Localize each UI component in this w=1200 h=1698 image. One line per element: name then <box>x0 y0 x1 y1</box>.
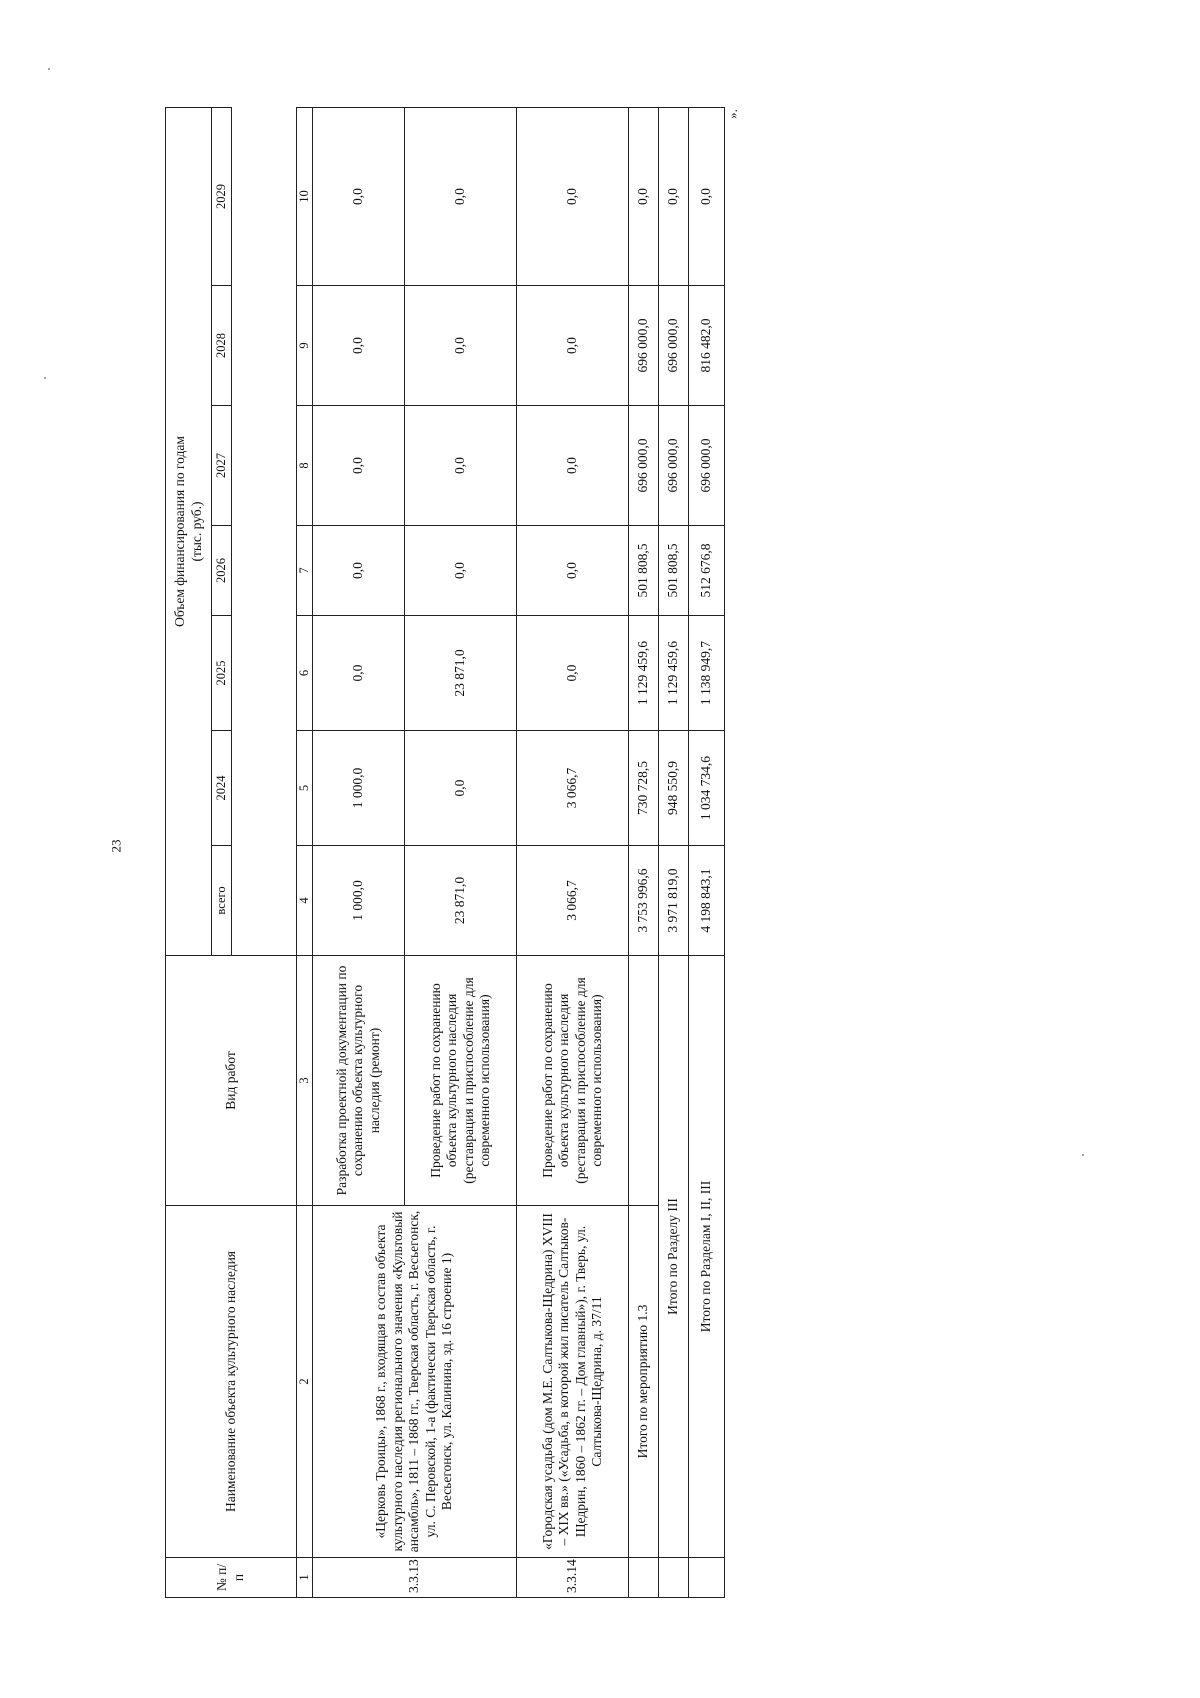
header-financing-unit: (тыс. руб.) <box>188 501 204 562</box>
header-year: 2029 <box>212 107 232 285</box>
value-2026: 0,0 <box>313 526 405 616</box>
header-object-name: Наименование объекта культурного наследия <box>166 1206 297 1558</box>
total-value: 696 000,0 <box>689 406 725 526</box>
total-value: 1 129 459,6 <box>629 616 659 731</box>
financing-table <box>165 107 725 1598</box>
column-number: 2 <box>296 1206 312 1558</box>
total-label: Итого по Разделу III <box>659 956 689 1558</box>
scan-speck <box>44 377 46 379</box>
total-row <box>689 107 725 1597</box>
row-number: 3.3.14 <box>517 1558 629 1598</box>
total-value: 730 728,5 <box>629 731 659 846</box>
value-total: 1 000,0 <box>313 846 405 956</box>
page-number: 23 <box>108 839 124 853</box>
total-value: 948 550,9 <box>659 731 689 846</box>
header-year: 2025 <box>212 616 232 731</box>
total-value: 696 000,0 <box>629 286 659 406</box>
total-row <box>629 107 659 1597</box>
total-label: Итого по Разделам I, II, III <box>689 956 725 1558</box>
value-2024: 0,0 <box>405 731 517 846</box>
value-2025: 23 871,0 <box>405 616 517 731</box>
total-row <box>659 107 689 1597</box>
object-name: «Городская усадьба (дом М.Е. Салтыкова-Щедрина) XVIII – XIX вв.» («Усадьба, в которой жил писатель Салтыков-Щедрин, 1860 – 1862 гг. – Дом главный»), г. Тверь, ул. Салтыкова-Щедрина, д. 37/11 <box>517 1206 629 1558</box>
value-2029: 0,0 <box>517 107 629 285</box>
column-number: 6 <box>296 616 312 731</box>
header-year: 2028 <box>212 286 232 406</box>
value-2027: 0,0 <box>517 406 629 526</box>
header-year: 2027 <box>212 406 232 526</box>
column-number: 5 <box>296 731 312 846</box>
total-value: 816 482,0 <box>689 286 725 406</box>
work-type: Проведение работ по сохранению объекта культурного наследия (реставрация и приспособление для современного использования) <box>405 956 517 1206</box>
value-2026: 0,0 <box>405 526 517 616</box>
total-label: Итого по мероприятию 1.3 <box>629 1206 659 1558</box>
total-value: 0,0 <box>659 107 689 285</box>
total-value: 501 808,5 <box>629 526 659 616</box>
column-number: 7 <box>296 526 312 616</box>
header-financing-title: Объем финансирования по годам <box>172 436 188 627</box>
value-2027: 0,0 <box>313 406 405 526</box>
scan-speck <box>1082 1154 1084 1156</box>
total-value: 1 138 949,7 <box>689 616 725 731</box>
value-2024: 1 000,0 <box>313 731 405 846</box>
table-row <box>313 107 405 1597</box>
value-2025: 0,0 <box>313 616 405 731</box>
total-value: 4 198 843,1 <box>689 846 725 956</box>
total-value: 501 808,5 <box>659 526 689 616</box>
total-value: 696 000,0 <box>659 406 689 526</box>
row-number: 3.3.13 <box>313 1558 517 1598</box>
closing-quote-mark: ». <box>724 109 740 119</box>
column-number: 3 <box>296 956 312 1206</box>
work-type: Разработка проектной документации по сохранению объекта культурного наследия (ремонт) <box>313 956 405 1206</box>
value-total: 23 871,0 <box>405 846 517 956</box>
column-number: 10 <box>296 107 312 285</box>
header-total: всего <box>212 846 232 956</box>
work-type: Проведение работ по сохранению объекта культурного наследия (реставрация и приспособление для современного использования) <box>517 956 629 1206</box>
column-number: 1 <box>296 1558 312 1598</box>
value-2028: 0,0 <box>405 286 517 406</box>
value-2026: 0,0 <box>517 526 629 616</box>
scan-speck <box>48 68 50 70</box>
header-work-type: Вид работ <box>166 956 297 1206</box>
value-2029: 0,0 <box>313 107 405 285</box>
value-2025: 0,0 <box>517 616 629 731</box>
header-no: № п/п <box>166 1558 297 1598</box>
total-value: 1 129 459,6 <box>659 616 689 731</box>
column-number: 9 <box>296 286 312 406</box>
object-name: «Церковь Троицы», 1868 г., входящая в состав объекта культурного наследия регионального значения «Культовый ансамбль», 1811 – 1868 гг., Тверская область, г. Весьегонск, ул. С. Перовской, 1-а (фактически Тверская область, г. Весьегонск, ул. Калинина, зд. 16 строение 1) <box>313 1206 517 1558</box>
total-value: 0,0 <box>689 107 725 285</box>
table-row <box>517 107 629 1597</box>
header-financing <box>166 107 212 955</box>
total-value: 696 000,0 <box>659 286 689 406</box>
header-year: 2024 <box>212 731 232 846</box>
column-number: 4 <box>296 846 312 956</box>
total-value: 696 000,0 <box>629 406 659 526</box>
value-2028: 0,0 <box>517 286 629 406</box>
total-value: 3 971 819,0 <box>659 846 689 956</box>
total-value: 3 753 996,6 <box>629 846 659 956</box>
value-2024: 3 066,7 <box>517 731 629 846</box>
total-value: 1 034 734,6 <box>689 731 725 846</box>
value-2029: 0,0 <box>405 107 517 285</box>
value-total: 3 066,7 <box>517 846 629 956</box>
rotated-table-container <box>165 108 725 1598</box>
column-number-row <box>296 107 312 1597</box>
value-2027: 0,0 <box>405 406 517 526</box>
total-value: 512 676,8 <box>689 526 725 616</box>
value-2028: 0,0 <box>313 286 405 406</box>
header-year: 2026 <box>212 526 232 616</box>
total-value: 0,0 <box>629 107 659 285</box>
column-number: 8 <box>296 406 312 526</box>
